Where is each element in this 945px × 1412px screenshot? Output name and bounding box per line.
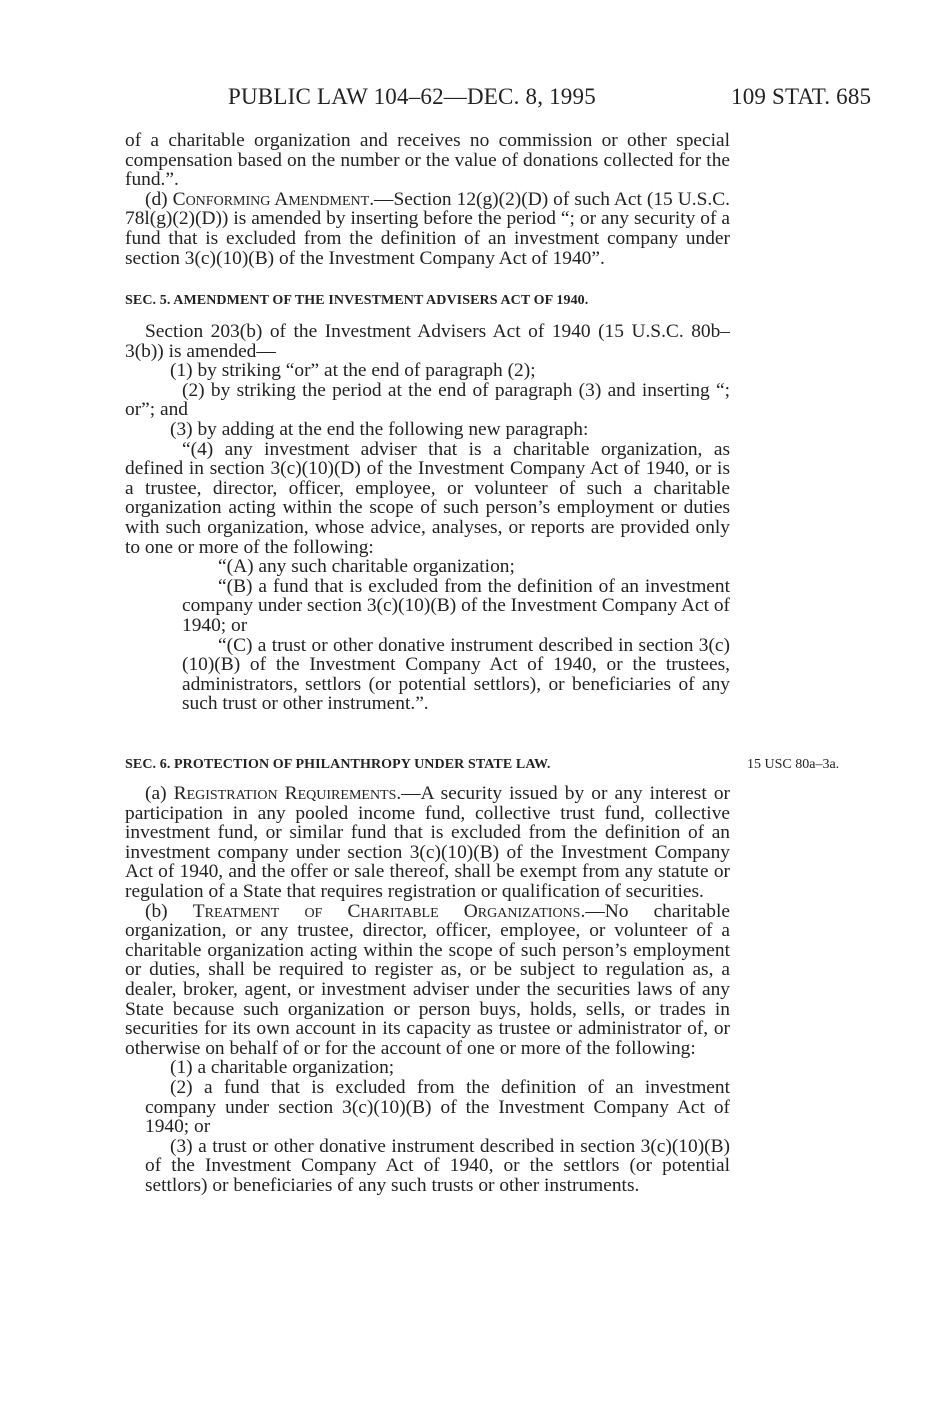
sec5-paragraph-4: “(4) any investment adviser that is a charitable organization, as defined in section 3(c)(10)(D) of the Investment Company Act of 1940, or is a trustee, director, officer, employee, or volunteer of such a charitable organization acting within the scope of such person’s employment or duties with such organization, whose advice, analyses, or reports are provided only to one or more of the following: xyxy=(125,438,730,558)
sec6-heading: SEC. 6. PROTECTION OF PHILANTHROPY UNDER STATE LAW. xyxy=(125,757,551,772)
subsection-a-text: .—A security issued by or any interest or participation in any pooled income fund, collective trust fund, collective investment fund, or similar fund that is excluded from the definition of an investment company under section 3(c)(10)(B) of the Investment Company Act of 1940, and the offer or sale thereof, shall be exempt from any statute or regulation of a State that requires registration or qualification of securities. xyxy=(125,783,730,902)
subsection-d-heading: Conforming Amendment xyxy=(172,188,370,210)
subsection-a-label: (a) xyxy=(145,783,174,804)
subsection-b-heading: Treatment of Charitable Organizations xyxy=(192,900,581,922)
subsection-b-label: (b) xyxy=(145,900,193,922)
sec5-sub-c: “(C) a trust or other donative instrument described in section 3(c)(10)(B) of the Investment Company Act of 1940, or the trustees, administrators, settlors (or potential settlors), or beneficiaries of any such trust or other instrument.”. xyxy=(182,634,730,715)
subsection-d-text: .—Section 12(g)(2)(D) of such Act (15 U.S.C. 78l(g)(2)(D)) is amended by inserting before the period “; or any security of a fund that is excluded from the definition of an investment company under section 3(c)(10)(B) of the Investment Company Act of 1940”. xyxy=(125,188,730,269)
sec6-item-3: (3) a trust or other donative instrument described in section 3(c)(10)(B) of the Investment Company Act of 1940, or the settlors (or potential settlors) or beneficiaries of any such trusts or other instruments. xyxy=(145,1135,730,1196)
sec6-item-1: (1) a charitable organization; xyxy=(170,1057,395,1079)
sec5-sub-b: “(B) a fund that is excluded from the definition of an investment company under section 3(c)(10)(B) of the Investment Company Act of 1940; or xyxy=(182,575,730,636)
sec5-heading: SEC. 5. AMENDMENT OF THE INVESTMENT ADVISERS ACT OF 1940. xyxy=(125,293,589,308)
block-continuation xyxy=(125,131,730,268)
continuation-paragraph: of a charitable organization and receives no commission or other special compensation based on the number or the value of donations collected for the fund.”. xyxy=(125,130,730,191)
subsection-a xyxy=(125,784,730,902)
sec5-item-2: (2) by striking the period at the end of paragraph (3) and inserting “; or”; and xyxy=(125,379,730,421)
sec5-sub-a: “(A) any such charitable organization; xyxy=(218,556,515,578)
sec6-item-2: (2) a fund that is excluded from the definition of an investment company under section 3(c)(10)(B) of the Investment Company Act of 1940; or xyxy=(145,1076,730,1138)
sec5-item-1: (1) by striking “or” at the end of paragraph (2); xyxy=(170,360,536,382)
running-header-title: PUBLIC LAW 104–62—DEC. 8, 1995 xyxy=(228,84,596,109)
sec6-body xyxy=(125,784,730,1195)
subsection-d xyxy=(125,190,730,268)
sec5-intro: Section 203(b) of the Investment Advisers Act of 1940 (15 U.S.C. 80b–3(b)) is amended— xyxy=(125,321,730,362)
subsection-b xyxy=(125,902,730,1059)
sec5-body xyxy=(125,322,730,714)
margin-note-usc: 15 USC 80a–3a. xyxy=(747,757,840,772)
subsection-b-text: .—No charitable organization, or any trustee, director, officer, employee, or volunteer of a charitable organization acting within the scope of such person’s employment or duties, shall be required to register as, or be subject to regulation as, a dealer, broker, agent, or investment adviser under the securities laws of any State because such organization or person buys, holds, sells, or trades in securities for its own account in its capacity as trustee or administrator of, or otherwise on behalf of or for the account of one or more of the following: xyxy=(125,900,730,1059)
subsection-a-heading: Registration Requirements xyxy=(173,783,397,804)
subsection-d-label: (d) xyxy=(145,188,173,210)
page-stat-number: 109 STAT. 685 xyxy=(731,84,872,109)
sec5-item-3: (3) by adding at the end the following new paragraph: xyxy=(170,418,589,440)
